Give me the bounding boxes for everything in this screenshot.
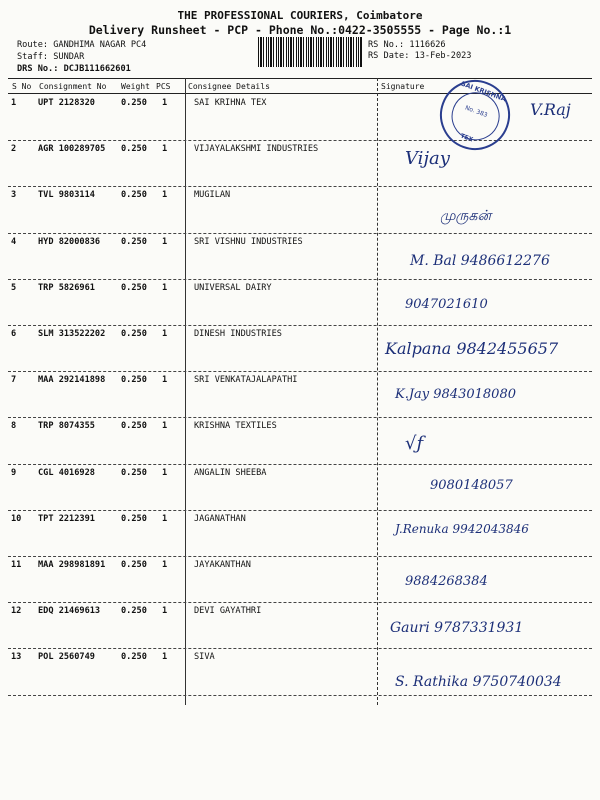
- row-consignment: HYD 82000836: [38, 236, 101, 247]
- row-consignment: TPT 2212391: [38, 513, 95, 524]
- handwritten-signature: Kalpana 9842455657: [385, 339, 559, 358]
- row-consignment: UPT 2128320: [38, 98, 95, 108]
- table-top-rule: [8, 78, 592, 79]
- col-pcs: PCS: [156, 82, 171, 91]
- row-divider: [8, 140, 592, 141]
- row-divider: [8, 417, 592, 418]
- row-pcs: 1: [162, 421, 168, 432]
- row-consignment: SLM 313522202: [38, 329, 106, 339]
- handwritten-signature: Vijay: [405, 148, 450, 170]
- route-label: Route: GANDHIMA NAGAR PC4: [17, 40, 147, 50]
- stamp-number: No. 383: [464, 104, 489, 119]
- handwritten-signature: S. Rathika 9750740034: [395, 674, 562, 691]
- table-row: [0, 606, 600, 652]
- row-consignee: DEVI GAYATHRI: [194, 606, 262, 617]
- row-weight: 0.250: [121, 190, 147, 201]
- row-consignee: SAI KRIHNA TEX: [194, 98, 267, 108]
- row-weight: 0.250: [121, 467, 147, 478]
- handwritten-signature: Gauri 9787331931: [390, 620, 524, 637]
- row-pcs: 1: [162, 560, 168, 570]
- row-pcs: 1: [162, 467, 168, 478]
- row-pcs: 1: [162, 282, 168, 293]
- row-weight: 0.250: [121, 606, 147, 617]
- company-title: THE PROFESSIONAL COURIERS, Coimbatore: [177, 9, 423, 22]
- row-weight: 0.250: [121, 144, 147, 155]
- table-row: [0, 375, 600, 421]
- row-consignee: UNIVERSAL DAIRY: [194, 282, 272, 293]
- row-divider: [8, 371, 592, 372]
- row-consignee: JAYAKANTHAN: [194, 560, 251, 570]
- row-consignee: SIVA: [194, 652, 215, 663]
- row-weight: 0.250: [121, 98, 147, 108]
- stamp-bottom-text: TEX: [459, 132, 474, 144]
- row-sno: 4: [11, 236, 17, 247]
- row-consignment: TVL 9803114: [38, 190, 95, 201]
- row-consignee: SRI VENKATAJALAPATHI: [194, 375, 298, 386]
- row-divider: [8, 648, 592, 649]
- col-weight: Weight: [121, 82, 150, 91]
- row-sno: 11: [11, 560, 22, 570]
- row-consignment: TRP 8074355: [38, 421, 95, 432]
- row-divider: [8, 510, 592, 511]
- runsheet-subtitle: Delivery Runsheet - PCP - Phone No.:0422-3505555 - Page No.:1: [88, 23, 512, 37]
- rs-number: RS No.: 1116626: [368, 40, 446, 50]
- table-row: [0, 190, 600, 236]
- row-divider: [8, 602, 592, 603]
- row-pcs: 1: [162, 98, 168, 108]
- row-sno: 8: [11, 421, 17, 432]
- row-weight: 0.250: [121, 513, 147, 524]
- table-row: [0, 652, 600, 698]
- row-divider: [8, 325, 592, 326]
- row-consignee: MUGILAN: [194, 190, 231, 201]
- handwritten-signature: V.Raj: [530, 100, 571, 119]
- row-consignment: MAA 298981891: [38, 560, 106, 570]
- row-weight: 0.250: [121, 652, 147, 663]
- row-sno: 10: [11, 513, 22, 524]
- row-divider: [8, 279, 592, 280]
- table-row: [0, 560, 600, 606]
- row-consignee: VIJAYALAKSHMI INDUSTRIES: [194, 144, 319, 155]
- row-weight: 0.250: [121, 282, 147, 293]
- row-consignment: EDQ 21469613: [38, 606, 101, 617]
- row-consignee: KRISHNA TEXTILES: [194, 421, 277, 432]
- row-sno: 6: [11, 329, 17, 339]
- row-pcs: 1: [162, 190, 168, 201]
- col-consignment: Consignment No: [39, 82, 107, 91]
- handwritten-signature: K.Jay 9843018080: [395, 387, 516, 403]
- row-sno: 9: [11, 467, 17, 478]
- handwritten-signature: முருகன்: [440, 208, 492, 225]
- row-divider: [8, 464, 592, 465]
- row-pcs: 1: [162, 329, 168, 339]
- row-pcs: 1: [162, 236, 168, 247]
- row-pcs: 1: [162, 375, 168, 386]
- table-row: [0, 468, 600, 514]
- table-row: [0, 144, 600, 190]
- row-pcs: 1: [162, 513, 168, 524]
- row-pcs: 1: [162, 606, 168, 617]
- row-sno: 12: [11, 606, 22, 617]
- row-divider: [8, 186, 592, 187]
- table-row: [0, 283, 600, 329]
- handwritten-signature: 9047021610: [405, 296, 488, 312]
- stamp-top-text: SAI KRISHNA: [459, 79, 508, 104]
- col-consignee: Consignee Details: [188, 82, 270, 91]
- row-pcs: 1: [162, 144, 168, 155]
- row-sno: 13: [11, 652, 22, 663]
- row-sno: 3: [11, 190, 17, 201]
- table-row: [0, 421, 600, 467]
- table-row: [0, 237, 600, 283]
- row-sno: 7: [11, 375, 17, 386]
- row-consignment: TRP 5826961: [38, 282, 95, 293]
- handwritten-signature: √ƒ: [405, 433, 424, 455]
- row-sno: 5: [11, 282, 17, 293]
- col-signature: Signature: [381, 82, 425, 91]
- row-consignee: DINESH INDUSTRIES: [194, 329, 282, 339]
- row-consignee: JAGANATHAN: [194, 513, 246, 524]
- row-weight: 0.250: [121, 421, 147, 432]
- row-divider: [8, 233, 592, 234]
- barcode: [258, 37, 362, 67]
- row-weight: 0.250: [121, 560, 147, 570]
- row-divider: [8, 556, 592, 557]
- row-pcs: 1: [162, 652, 168, 663]
- staff-label: Staff: SUNDAR: [17, 52, 85, 62]
- row-weight: 0.250: [121, 375, 147, 386]
- row-consignee: ANGALIN SHEEBA: [194, 467, 267, 478]
- row-consignment: POL 2560749: [38, 652, 95, 663]
- handwritten-signature: J.Renuka 9942043846: [395, 521, 529, 536]
- handwritten-signature: 9884268384: [405, 574, 488, 589]
- row-consignment: MAA 292141898: [38, 375, 106, 386]
- row-sno: 1: [11, 98, 17, 108]
- col-sno: S No: [12, 82, 32, 91]
- row-consignment: AGR 100289705: [38, 144, 106, 155]
- handwritten-signature: 9080148057: [430, 477, 513, 493]
- handwritten-signature: M. Bal 9486612276: [410, 252, 550, 269]
- row-weight: 0.250: [121, 329, 147, 339]
- row-consignee: SRI VISHNU INDUSTRIES: [194, 236, 303, 247]
- row-consignment: CGL 4016928: [38, 467, 95, 478]
- table-row: [0, 329, 600, 375]
- row-sno: 2: [11, 144, 17, 155]
- row-weight: 0.250: [121, 236, 147, 247]
- table-row: [0, 514, 600, 560]
- rs-date: RS Date: 13-Feb-2023: [368, 51, 472, 61]
- drs-number: DRS No.: DCJB111662601: [17, 64, 131, 74]
- row-divider: [8, 695, 592, 696]
